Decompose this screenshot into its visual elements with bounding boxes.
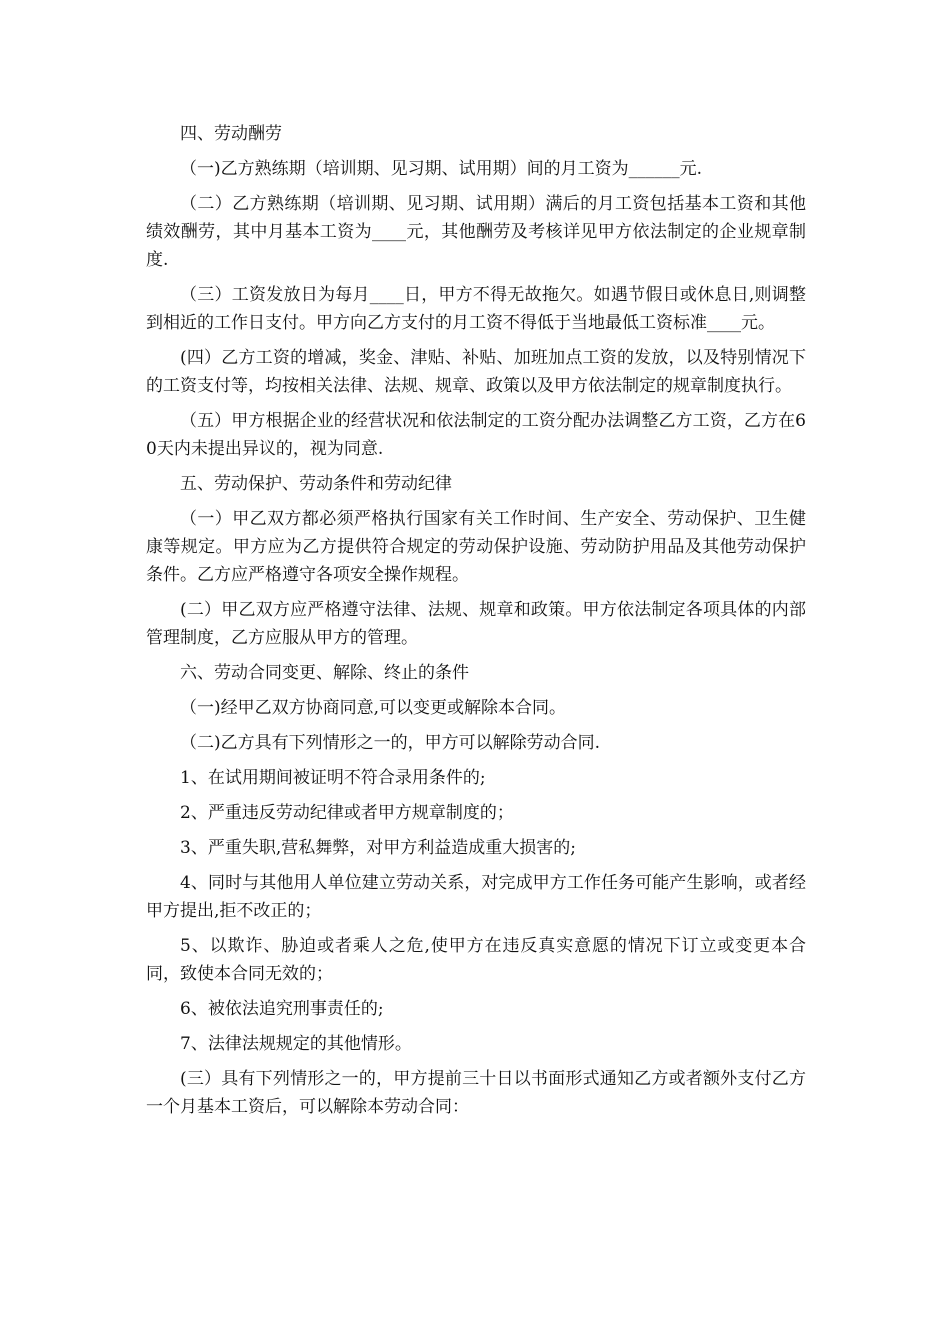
paragraph-compliance: (二）甲乙双方应严格遵守法律、法规、规章和政策。甲方依法制定各项具体的内部管理制度，乙方应服从甲方的管理。 xyxy=(146,600,806,648)
paragraph-probation-salary: （一)乙方熟练期（培训期、见习期、试用期）间的月工资为______元. xyxy=(180,159,703,179)
list-item-4: 4、同时与其他用人单位建立劳动关系，对完成甲方工作任务可能产生影响，或者经甲方提出,拒不改正的； xyxy=(146,873,806,921)
paragraph-notice-termination: (三）具有下列情形之一的，甲方提前三十日以书面形式通知乙方或者额外支付乙方一个月基本工资后，可以解除本劳动合同： xyxy=(146,1069,806,1117)
paragraph-termination-conditions: （二)乙方具有下列情形之一的，甲方可以解除劳动合同. xyxy=(180,733,601,753)
document-body xyxy=(146,120,806,1128)
list-item-5: 5、以欺诈、胁迫或者乘人之危,使甲方在违反真实意愿的情况下订立或变更本合同，致使本合同无效的； xyxy=(146,936,806,984)
section-heading-labor-remuneration: 四、劳动酬劳 xyxy=(180,124,282,144)
list-item-1: 1、在试用期间被证明不符合录用条件的; xyxy=(180,768,486,788)
list-item-7: 7、法律法规规定的其他情形。 xyxy=(180,1034,412,1054)
paragraph-safety-rules: （一）甲乙双方都必须严格执行国家有关工作时间、生产安全、劳动保护、卫生健康等规定。甲方应为乙方提供符合规定的劳动保护设施、劳动防护用品及其他劳动保护条件。乙方应严格遵守各项安全操作规程。 xyxy=(146,509,806,585)
list-item-3: 3、严重失职,营私舞弊，对甲方利益造成重大损害的; xyxy=(180,838,576,858)
list-item-6: 6、被依法追究刑事责任的; xyxy=(180,999,384,1019)
paragraph-salary-revision: （五）甲方根据企业的经营状况和依法制定的工资分配办法调整乙方工资，乙方在60天内未提出异议的，视为同意. xyxy=(146,411,806,459)
paragraph-post-probation-salary: （二）乙方熟练期（培训期、见习期、试用期）满后的月工资包括基本工资和其他绩效酬劳，其中月基本工资为____元，其他酬劳及考核详见甲方依法制定的企业规章制度. xyxy=(146,194,806,270)
list-item-2: 2、严重违反劳动纪律或者甲方规章制度的； xyxy=(180,803,514,823)
section-heading-contract-changes: 六、劳动合同变更、解除、终止的条件 xyxy=(180,663,469,683)
paragraph-mutual-agreement: （一)经甲乙双方协商同意,可以变更或解除本合同。 xyxy=(180,698,567,718)
paragraph-salary-adjustments: (四）乙方工资的增减，奖金、津贴、补贴、加班加点工资的发放，以及特别情况下的工资支付等，均按相关法律、法规、规章、政策以及甲方依法制定的规章制度执行。 xyxy=(146,348,806,396)
section-heading-labor-protection: 五、劳动保护、劳动条件和劳动纪律 xyxy=(180,474,452,494)
paragraph-pay-day: （三）工资发放日为每月____日，甲方不得无故拖欠。如遇节假日或休息日,则调整到相近的工作日支付。甲方向乙方支付的月工资不得低于当地最低工资标准____元。 xyxy=(146,285,806,333)
